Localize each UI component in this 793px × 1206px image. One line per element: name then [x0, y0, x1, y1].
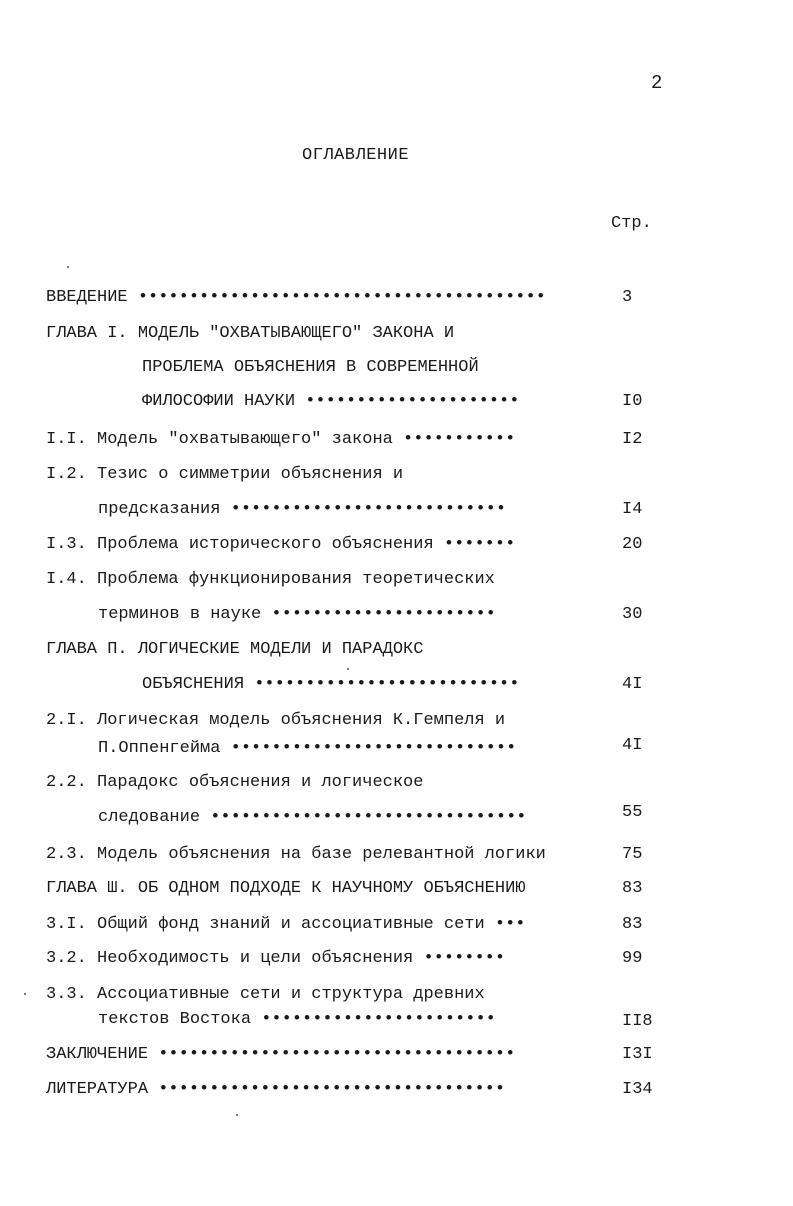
toc-entry-line: ОБЪЯСНЕНИЯ •••••••••••••••••••••••••• — [142, 675, 520, 694]
toc-entry-page: 4I — [622, 675, 643, 694]
toc-entry-page: I0 — [622, 392, 643, 411]
toc-entry-line: текстов Востока ••••••••••••••••••••••• — [98, 1010, 496, 1029]
toc-entry-page: 30 — [622, 605, 643, 624]
toc-entry-line: ВВЕДЕНИЕ •••••••••••••••••••••••••••••••••••••••• — [46, 288, 546, 307]
toc-entry-page: 83 — [622, 879, 643, 898]
toc-entry-line: терминов в науке •••••••••••••••••••••• — [98, 605, 496, 624]
toc-entry-line: I.4. Проблема функционирования теоретических — [46, 570, 495, 589]
toc-entry-line: ГЛАВА I. МОДЕЛЬ "ОХВАТЫВАЮЩЕГО" ЗАКОНА И — [46, 324, 455, 343]
toc-entry-page: I34 — [622, 1080, 653, 1099]
toc-entry-line: предсказания ••••••••••••••••••••••••••• — [98, 500, 507, 519]
toc-entry-page: 3 — [622, 288, 633, 307]
toc-entry-line: I.2. Тезис о симметрии объяснения и — [46, 465, 404, 484]
scan-speck — [236, 1114, 238, 1116]
toc-entry-line: П.Оппенгейма •••••••••••••••••••••••••••• — [98, 739, 517, 758]
toc-entry-page: 99 — [622, 949, 643, 968]
toc-entry-line: 3.2. Необходимость и цели объяснения •••••••• — [46, 949, 506, 968]
toc-entry-page: 75 — [622, 845, 643, 864]
toc-entry-line: 2.I. Логическая модель объяснения К.Гемпеля и — [46, 711, 506, 730]
toc-entry-page: I4 — [622, 500, 643, 519]
toc-title: ОГЛАВЛЕНИЕ — [302, 146, 410, 165]
toc-entry-line: ФИЛОСОФИИ НАУКИ ••••••••••••••••••••• — [142, 392, 520, 411]
toc-entry-line: 3.I. Общий фонд знаний и ассоциативные сети ••• — [46, 915, 526, 934]
toc-entry-line: ПРОБЛЕМА ОБЪЯСНЕНИЯ В СОВРЕМЕННОЙ — [142, 358, 479, 377]
toc-entry-line: следование ••••••••••••••••••••••••••••••• — [98, 808, 527, 827]
toc-entry-line: I.I. Модель "охватывающего" закона ••••••••••• — [46, 430, 516, 449]
toc-entry-line: ЛИТЕРАТУРА •••••••••••••••••••••••••••••••••• — [46, 1080, 506, 1099]
toc-entry-page: I3I — [622, 1045, 653, 1064]
toc-entry-line: ГЛАВА Ш. ОБ ОДНОМ ПОДХОДЕ К НАУЧНОМУ ОБЪЯСНЕНИЮ — [46, 879, 526, 898]
page-number: 2 — [651, 72, 663, 94]
scan-speck — [67, 266, 69, 268]
toc-entry-page: 4I — [622, 736, 643, 755]
toc-entry-line: I.3. Проблема исторического объяснения ••••••• — [46, 535, 516, 554]
toc-entry-page: II8 — [622, 1012, 653, 1031]
page-column-header: Стр. — [611, 214, 652, 233]
scan-speck — [347, 668, 349, 670]
toc-entry-line: 2.3. Модель объяснения на базе релевантной логики — [46, 845, 546, 864]
toc-entry-page: 55 — [622, 803, 643, 822]
toc-entry-line: ГЛАВА П. ЛОГИЧЕСКИЕ МОДЕЛИ И ПАРАДОКС — [46, 640, 424, 659]
toc-entry-line: 2.2. Парадокс объяснения и логическое — [46, 773, 424, 792]
toc-entry-line: ЗАКЛЮЧЕНИЕ ••••••••••••••••••••••••••••••••••• — [46, 1045, 516, 1064]
toc-entry-page: I2 — [622, 430, 643, 449]
toc-entry-page: 20 — [622, 535, 643, 554]
toc-entry-page: 83 — [622, 915, 643, 934]
scan-speck — [24, 993, 26, 995]
toc-entry-line: 3.3. Ассоциативные сети и структура древних — [46, 985, 485, 1004]
